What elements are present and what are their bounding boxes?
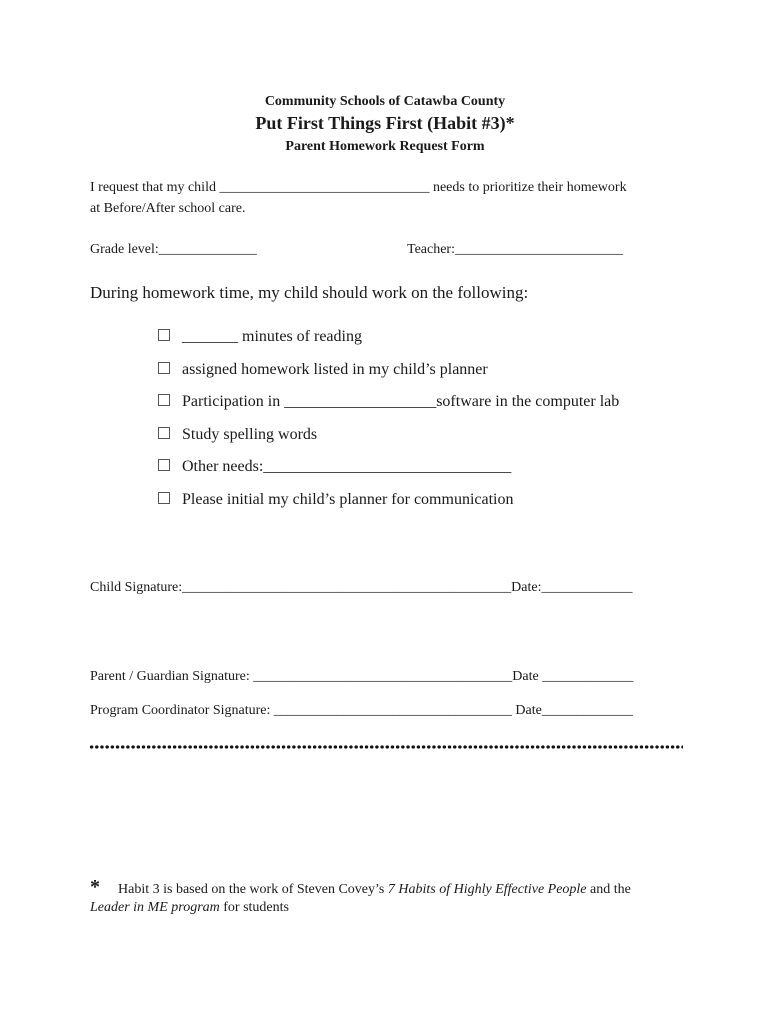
organization-name: Community Schools of Catawba County	[264, 94, 506, 109]
footnote-program: Leader in ME program	[90, 900, 220, 915]
option-label: Other needs:_______________________________	[182, 458, 512, 475]
option-planner-homework[interactable]	[158, 361, 488, 379]
option-label: assigned homework listed in my child’s planner	[182, 361, 488, 378]
option-other-needs[interactable]	[158, 458, 511, 476]
option-label: _______ minutes of reading	[182, 328, 362, 345]
checkbox-icon[interactable]	[158, 427, 170, 439]
request-line-2: at Before/After school care.	[90, 201, 246, 216]
checkbox-icon[interactable]	[158, 459, 170, 471]
option-reading[interactable]	[158, 328, 362, 346]
option-initial-planner[interactable]	[158, 491, 513, 509]
footnote-book-title: 7 Habits of Highly Effective People	[387, 882, 587, 897]
checkbox-icon[interactable]	[158, 329, 170, 341]
homework-heading: During homework time, my child should work on the following:	[90, 283, 529, 302]
option-software[interactable]	[158, 393, 619, 411]
footnote-star: *	[90, 876, 100, 898]
footnote-line-1	[90, 876, 631, 899]
option-label: Participation in ___________________software in the computer lab	[182, 393, 620, 410]
request-line-1: I request that my child ______________________________ needs to prioritize their homework	[90, 180, 627, 195]
coordinator-signature-field[interactable]: Program Coordinator Signature: __________________________________ Date_____________	[90, 703, 633, 718]
option-label: Study spelling words	[182, 426, 318, 443]
form-title: Put First Things First (Habit #3)*	[255, 113, 515, 133]
form-subtitle: Parent Homework Request Form	[285, 139, 485, 154]
child-signature-field[interactable]: Child Signature:_______________________________________________Date:_____________	[90, 580, 633, 595]
checkbox-icon[interactable]	[158, 362, 170, 374]
footnote-text-middle: and the	[586, 882, 631, 897]
dotted-divider	[89, 745, 683, 749]
grade-level-field[interactable]: Grade level:______________	[90, 242, 257, 257]
option-label: Please initial my child’s planner for communication	[182, 491, 514, 508]
checkbox-icon[interactable]	[158, 492, 170, 504]
footnote-text-end: for students	[219, 900, 289, 915]
option-spelling[interactable]	[158, 426, 317, 444]
footnote-text: Habit 3 is based on the work of Steven Covey’s	[118, 882, 388, 897]
parent-signature-field[interactable]: Parent / Guardian Signature: _____________________________________Date _____________	[90, 669, 634, 684]
teacher-field[interactable]: Teacher:________________________	[407, 242, 623, 257]
footnote-line-2	[90, 900, 289, 916]
checkbox-icon[interactable]	[158, 394, 170, 406]
